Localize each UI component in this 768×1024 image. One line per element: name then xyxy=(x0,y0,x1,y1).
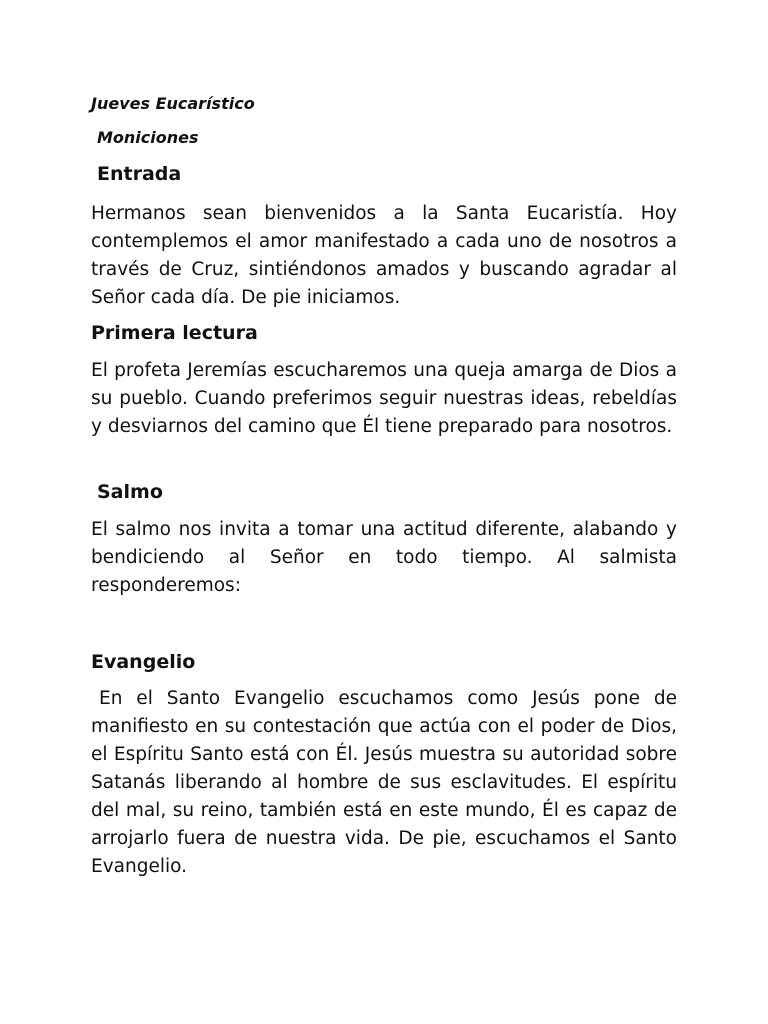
section-text-primera-lectura: El profeta Jeremías escucharemos una queja amarga de Dios a su pueblo. Cuando preferimos seguir nuestras ideas, rebeldías y desviarnos del camino que Él tiene preparado para nosotros. xyxy=(91,360,677,437)
section-text-entrada: Hermanos sean bienvenidos a la Santa Eucaristía. Hoy contemplemos el amor manifestado a cada uno de nosotros a través de Cruz, sintiéndonos amados y buscando agradar al Señor cada día. De pie iniciamos. xyxy=(91,203,677,308)
section-text-evangelio: En el Santo Evangelio escuchamos como Jesús pone de manifiesto en su contestación que actúa con el poder de Dios, el Espíritu Santo está con Él. Jesús muestra su autoridad sobre Satanás liberando al hombre de sus esclavitudes. El espíritu del mal, su reino, también está en este mundo, Él es capaz de arrojarlo fuera de nuestra vida. De pie, escuchamos el Santo Evangelio. xyxy=(91,688,677,877)
document-subtitle: Moniciones xyxy=(97,128,199,147)
section-text-salmo: El salmo nos invita a tomar una actitud diferente, alabando y bendiciendo al Señor en todo tiempo. Al salmista responderemos: xyxy=(91,519,677,596)
section-heading-evangelio: Evangelio xyxy=(91,651,196,673)
section-heading-entrada: Entrada xyxy=(97,163,182,185)
section-heading-salmo: Salmo xyxy=(97,481,163,503)
section-heading-primera-lectura: Primera lectura xyxy=(91,322,258,344)
document-title: Jueves Eucarístico xyxy=(91,94,255,113)
